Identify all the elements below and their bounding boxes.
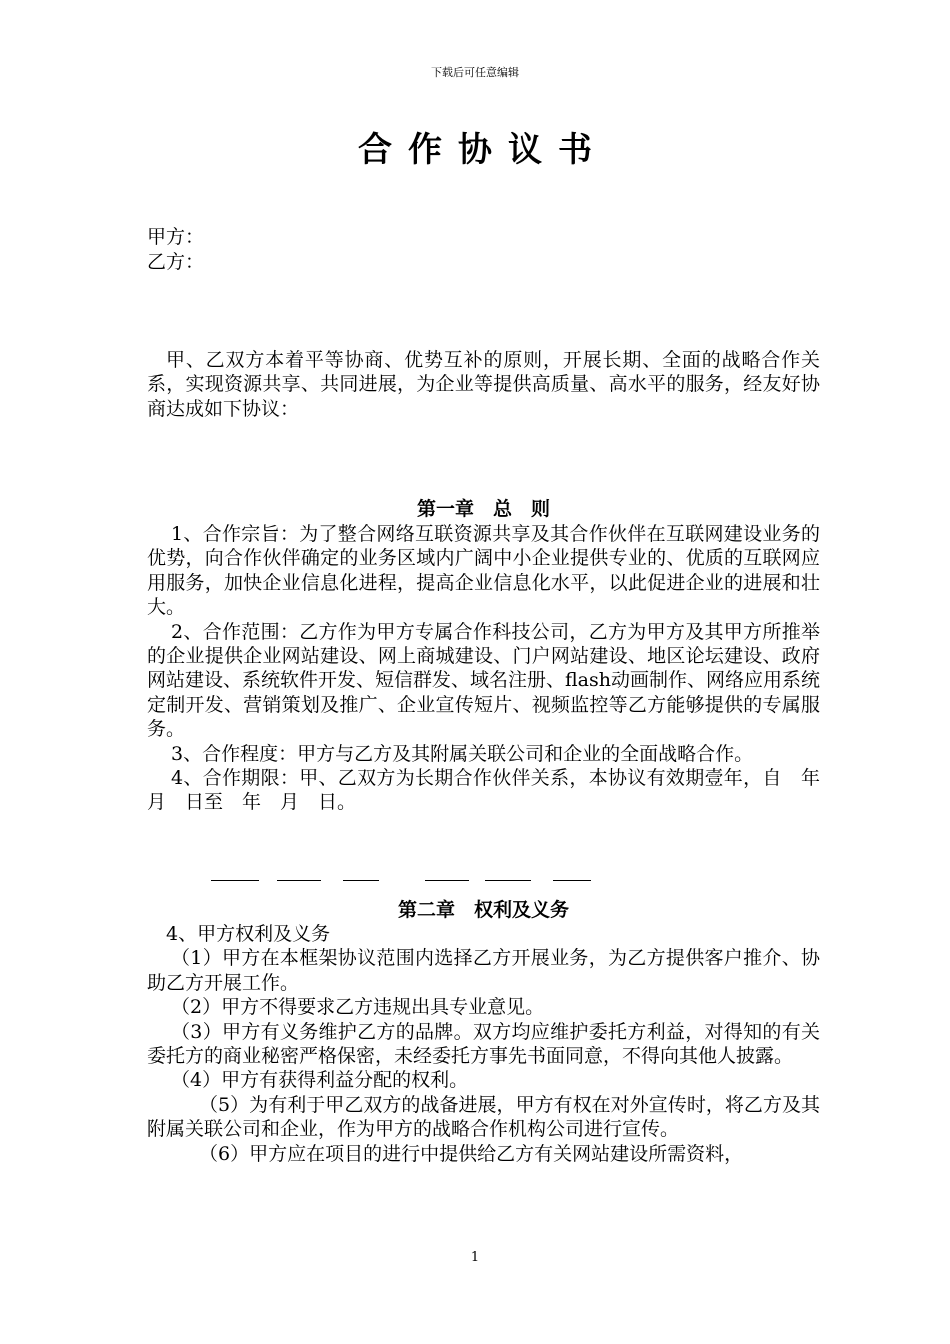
chapter-2-item-6: （6）甲方应在项目的进行中提供给乙方有关网站建设所需资料， <box>199 1142 744 1165</box>
blank-year-end <box>425 880 469 881</box>
chapter-2-item-5: （5）为有利于甲乙双方的战备进展，甲方有权在对外宣传时，将乙方及其附属关联公司和企业，作为甲方的战略合作机构公司进行宣传。 <box>147 1093 820 1141</box>
preamble-text: 甲、乙双方本着平等协商、优势互补的原则，开展长期、全面的战略合作关系，实现资源共享、共同进展，为企业等提供高质量、高水平的服务，经友好协商达成如下协议： <box>147 349 820 420</box>
chapter-1-heading: 第一章 总 则 <box>416 498 550 520</box>
chapter-2-item-2: （2）甲方不得要求乙方违规出具专业意见。 <box>171 996 545 1019</box>
chapter-1-item-3: 3、合作程度：甲方与乙方及其附属关联公司和企业的全面战略合作。 <box>171 742 754 765</box>
document-title: 合作协议书 <box>358 130 608 170</box>
chapter-1-item-1: 1、合作宗旨：为了整合网络互联资源共享及其合作伙伴在互联网建设业务的优势，向合作伙伴确定的业务区域内广阔中小企业提供专业的、优质的互联网应用服务，加快企业信息化进程，提高企业信息化水平，以此促进企业的进展和壮大。 <box>147 523 820 619</box>
chapter-2-body <box>147 922 820 1166</box>
blank-day-end <box>553 880 591 881</box>
chapter-2-item-1: （1）甲方在本框架协议范围内选择乙方开展业务，为乙方提供客户推介、协助乙方开展工作。 <box>147 947 820 994</box>
party-a-label: 甲方： <box>147 226 205 248</box>
header-note: 下载后可任意编辑 <box>431 66 519 79</box>
chapter-2-heading: 第二章 权利及义务 <box>397 899 569 921</box>
party-b-label: 乙方： <box>147 251 205 273</box>
page-number: 1 <box>470 1250 480 1265</box>
chapter-2-item-4: （4）甲方有获得利益分配的权利。 <box>171 1069 469 1092</box>
chapter-2-subheading: 4、甲方权利及义务 <box>166 923 331 945</box>
blank-year-start <box>211 880 259 881</box>
blank-month-start <box>277 880 321 881</box>
chapter-1-item-2: 2、合作范围：乙方作为甲方专属合作科技公司，乙方为甲方及其甲方所推举的企业提供企业网站建设、网上商城建设、门户网站建设、地区论坛建设、政府网站建设、系统软件开发、短信群发、域名注册、flash动画制作、网络应用系统定制开发、营销策划及推广、企业宣传短片、视频监控等乙方能够提供的专属服务。 <box>147 620 820 741</box>
blank-day-start <box>343 880 379 881</box>
preamble-paragraph <box>147 348 820 421</box>
chapter-1-body <box>147 522 840 815</box>
chapter-2-item-3: （3）甲方有义务维护乙方的品牌。双方均应维护委托方利益，对得知的有关委托方的商业秘密严格保密，未经委托方事先书面同意，不得向其他人披露。 <box>147 1020 820 1068</box>
chapter-1-item-4: 4、合作期限：甲、乙双方为长期合作伙伴关系，本协议有效期壹年，自 年 月 日至 年 月 日。 <box>147 767 840 814</box>
blank-month-end <box>485 880 531 881</box>
